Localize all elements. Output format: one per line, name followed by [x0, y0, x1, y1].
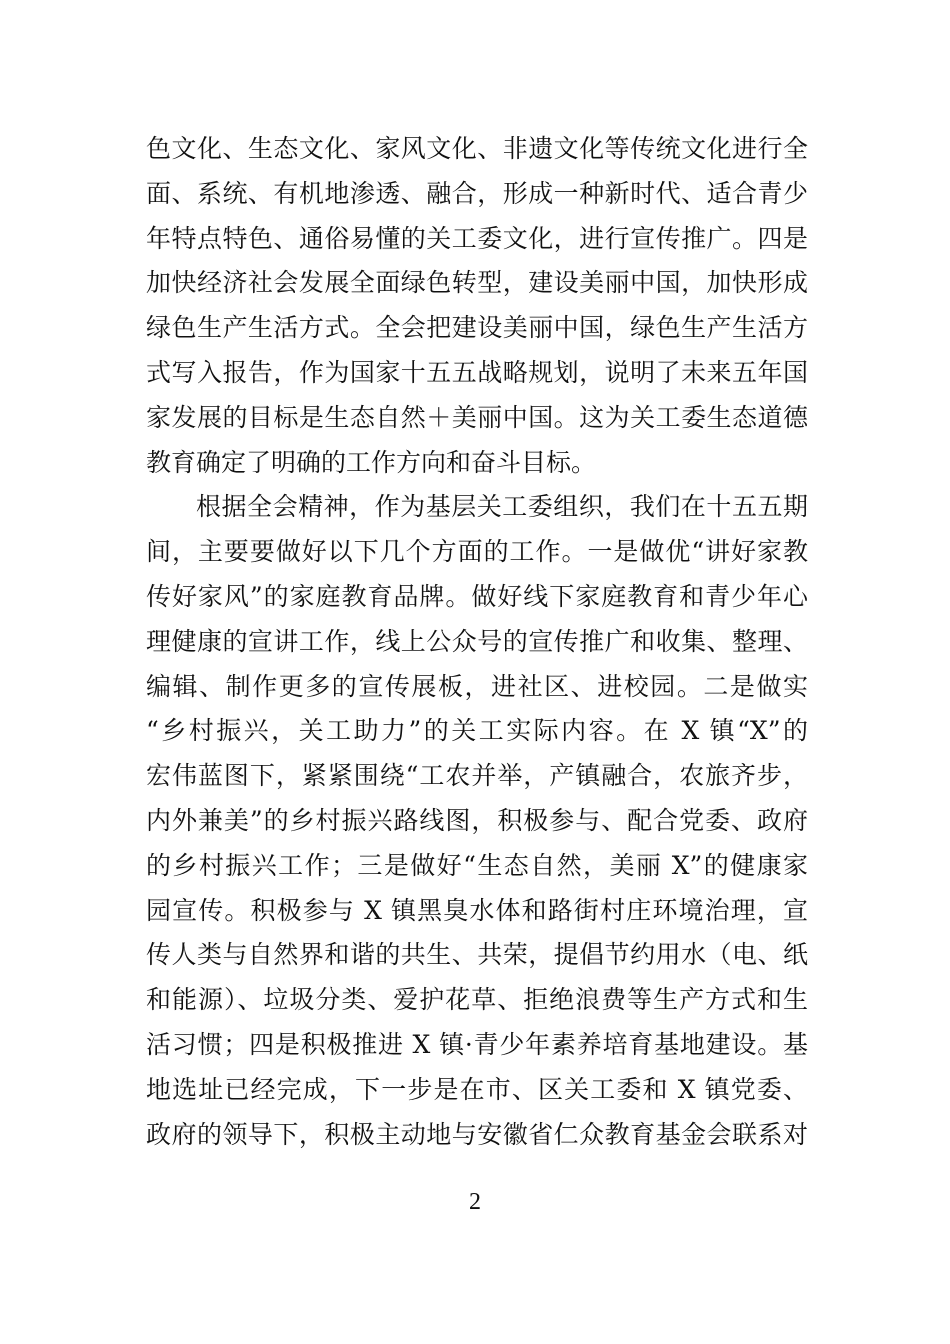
text-line: 地选址已经完成，下一步是在市、区关工委和 X 镇党委、	[146, 1074, 808, 1104]
text-line: 理健康的宣讲工作，线上公众号的宣传推广和收集、整理、	[146, 626, 808, 656]
text-line: 间，主要要做好以下几个方面的工作。一是做优“讲好家教	[146, 537, 808, 567]
text-line: 政府的领导下，积极主动地与安徽省仁众教育基金会联系对	[146, 1119, 808, 1149]
text-line: 的乡村振兴工作；三是做好“生态自然，美丽 X”的健康家	[146, 850, 808, 880]
text-line: 内外兼美”的乡村振兴路线图，积极参与、配合党委、政府	[146, 805, 808, 835]
text-line: 面、系统、有机地渗透、融合，形成一种新时代、适合青少	[146, 178, 808, 208]
text-line: 传人类与自然界和谐的共生、共荣，提倡节约用水（电、纸	[146, 940, 808, 970]
text-line: 传好家风”的家庭教育品牌。做好线下家庭教育和青少年心	[146, 581, 808, 611]
text-line: “乡村振兴，关工助力”的关工实际内容。在 X 镇“X”的	[146, 716, 808, 746]
text-line: 根据全会精神，作为基层关工委组织，我们在十五五期	[196, 492, 808, 522]
text-line: 园宣传。积极参与 X 镇黑臭水体和路街村庄环境治理，宣	[146, 895, 808, 925]
text-line: 色文化、生态文化、家风文化、非遗文化等传统文化进行全	[146, 134, 808, 163]
text-line: 加快经济社会发展全面绿色转型，建设美丽中国，加快形成	[146, 268, 808, 298]
paragraph-1	[146, 127, 808, 485]
page-number: 2	[469, 1189, 481, 1215]
body-text	[146, 127, 808, 1157]
text-line: 家发展的目标是生态自然＋美丽中国。这为关工委生态道德	[146, 402, 808, 432]
text-line: 和能源）、垃圾分类、爱护花草、拒绝浪费等生产方式和生	[146, 985, 808, 1015]
text-line: 宏伟蓝图下，紧紧围绕“工农并举，产镇融合，农旅齐步，	[146, 761, 808, 791]
text-line: 活习惯；四是积极推进 X 镇·青少年素养培育基地建设。基	[146, 1029, 808, 1059]
text-line: 式写入报告，作为国家十五五战略规划，说明了未来五年国	[146, 357, 808, 387]
text-line: 教育确定了明确的工作方向和奋斗目标。	[146, 447, 597, 477]
paragraph-2	[146, 485, 808, 1157]
text-line: 年特点特色、通俗易懂的关工委文化，进行宣传推广。四是	[146, 223, 808, 253]
text-line: 编辑、制作更多的宣传展板，进社区、进校园。二是做实	[146, 671, 808, 701]
text-line: 绿色生产生活方式。全会把建设美丽中国，绿色生产生活方	[146, 313, 808, 343]
